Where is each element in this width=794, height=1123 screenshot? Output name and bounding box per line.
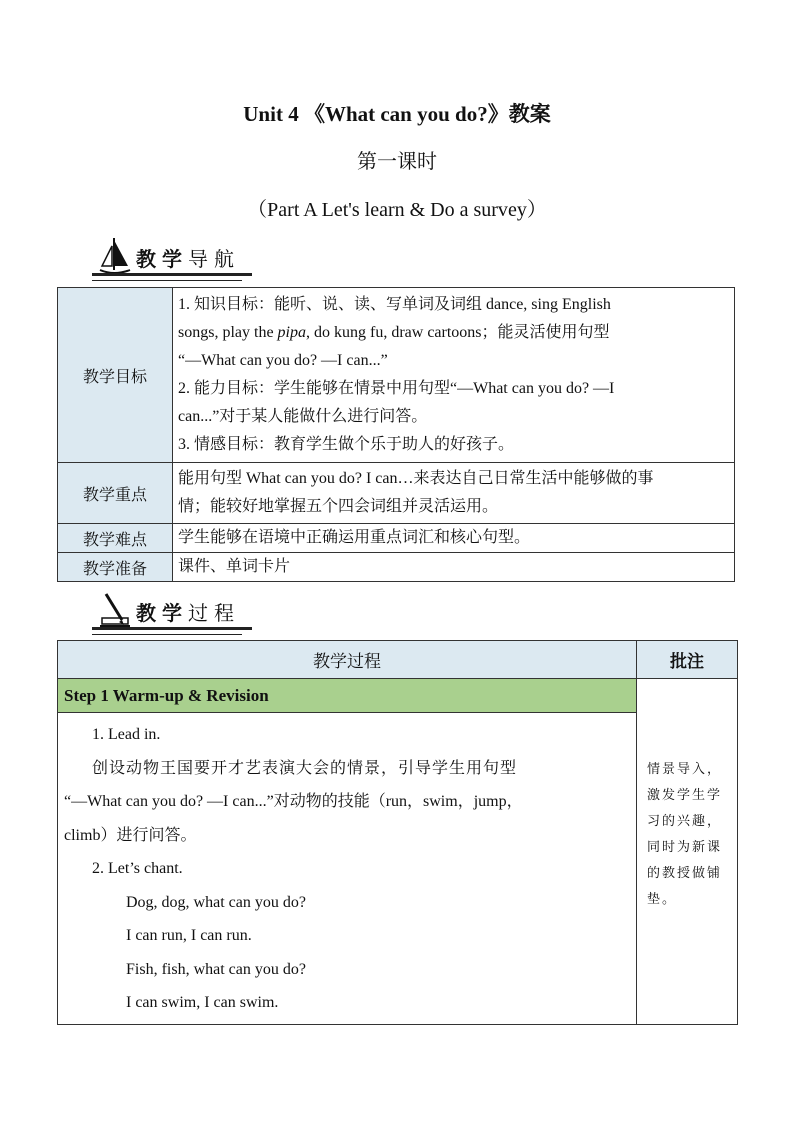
banner-char-2: 学 (162, 601, 188, 625)
objectives-cell (173, 288, 735, 463)
chant-line: I can swim, I can swim. (126, 994, 279, 1011)
table-row (58, 713, 738, 1025)
table-row (58, 463, 735, 524)
table-row (58, 524, 735, 553)
difficulty-cell: 学生能够在语境中正确运用重点词汇和核心句型。 (173, 524, 735, 553)
pencil-book-icon (98, 590, 132, 630)
chant-line: Dog, dog, what can you do? (126, 893, 306, 911)
text-line: songs, play the pipa, do kung fu, draw cartoons；能灵活使用句型 (178, 324, 610, 341)
document-title: Unit 4 《What can you do?》教案 (243, 102, 551, 126)
banner-word: 导航 (188, 247, 240, 271)
text-line: “—What can you do? —I can...”对动物的技能（run，swim，jump， (64, 793, 523, 810)
table-row (58, 679, 738, 713)
text-line: 2. Let’s chant. (92, 860, 183, 877)
text-line: can...”对于某人能做什么进行问答。 (178, 408, 428, 425)
sailboat-icon (98, 236, 132, 276)
part-subtitle: （Part A Let's learn & Do a survey） (247, 199, 547, 221)
process-column-header: 教学过程 (58, 641, 637, 679)
row-label: 教学目标 (58, 288, 173, 463)
note-line: 激发学生学 (647, 788, 723, 803)
lesson-subtitle: 第一课时 (357, 151, 437, 173)
teaching-process-table (57, 640, 738, 1025)
table-row (58, 288, 735, 463)
text-line: 2. 能力目标：学生能够在情景中用句型“—What can you do? —I (178, 380, 615, 397)
note-line: 习的兴趣， (647, 814, 723, 829)
text-line: 1. 知识目标：能听、说、读、写单词及词组 dance, sing English (178, 296, 611, 313)
text-line: 能用句型 What can you do? I can…来表达自己日常生活中能够做的事 (178, 470, 654, 487)
note-line: 同时为新课 (647, 840, 723, 855)
banner-word: 过程 (188, 601, 240, 625)
notes-column-header: 批注 (637, 641, 738, 679)
step-title: Step 1 Warm-up & Revision (58, 679, 637, 713)
text-line: 1. Lead in. (92, 726, 161, 743)
table-header-row (58, 641, 738, 679)
note-line: 情景导入， (647, 762, 723, 777)
text-line: 情；能较好地掌握五个四会词组并灵活运用。 (178, 498, 499, 515)
row-label: 教学难点 (58, 524, 173, 553)
chant-line: I can run, I can run. (126, 927, 252, 944)
teaching-guide-banner (92, 236, 262, 282)
annotation-cell (637, 679, 738, 1025)
note-line: 的教授做铺 (647, 866, 723, 881)
chant-line: Fish, fish, what can you do? (126, 960, 306, 978)
note-line: 垫。 (647, 892, 678, 907)
preparation-cell: 课件、单词卡片 (173, 553, 735, 582)
banner-char-1: 教 (136, 601, 162, 625)
table-row (58, 553, 735, 582)
lesson-info-table (57, 287, 735, 582)
step-body (58, 713, 637, 1025)
text-line: climb）进行问答。 (64, 826, 197, 844)
text-line: 3. 情感目标：教育学生做个乐于助人的好孩子。 (178, 436, 515, 453)
text-line: 创设动物王国要开才艺表演大会的情景，引导学生用句型 (92, 759, 518, 777)
row-label: 教学重点 (58, 463, 173, 524)
banner-char-2: 学 (162, 247, 188, 271)
row-label: 教学准备 (58, 553, 173, 582)
text-line: “—What can you do? —I can...” (178, 352, 388, 369)
banner-char-1: 教 (136, 247, 162, 271)
key-points-cell (173, 463, 735, 524)
teaching-process-banner (92, 590, 262, 636)
